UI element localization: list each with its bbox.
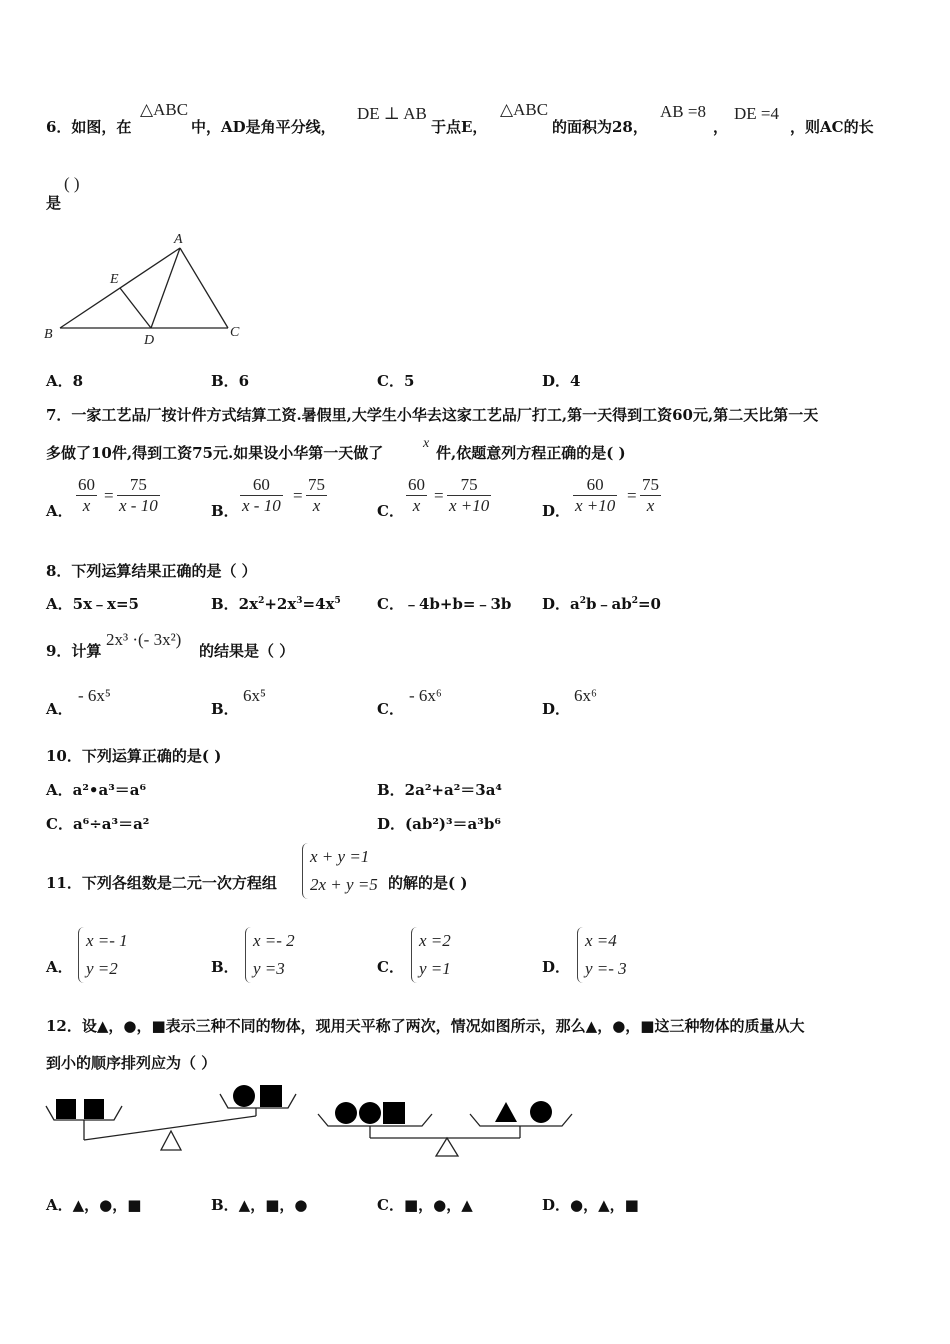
q6-triangle-abc: △ABC xyxy=(140,100,189,119)
q8-b-part: +2x xyxy=(264,595,297,613)
q7-line-2b: 件,依题意列方程正确的是( ) xyxy=(436,444,626,462)
solution-x: x =- 1 xyxy=(86,931,128,950)
q9-expression: 2x³ ·(- 3x²) xyxy=(106,630,182,649)
q12-option-c[interactable]: C．■，●，▲ xyxy=(377,1196,473,1214)
q10-stem: 10．下列运算正确的是( ) xyxy=(46,747,222,765)
denominator: x +10 xyxy=(449,496,490,515)
q6-text-4: ，则AC的长 xyxy=(790,118,874,136)
segment-ac xyxy=(180,248,228,328)
q11-option-a-system xyxy=(78,927,128,983)
q11-equation-system xyxy=(302,843,378,899)
q12-option-a[interactable]: A．▲，●，■ xyxy=(46,1196,142,1214)
circle-icon xyxy=(530,1101,552,1123)
q8-stem: 8．下列运算结果正确的是（ ） xyxy=(46,562,257,580)
q12-line-1: 12．设▲，●，■表示三种不同的物体，现用天平称了两次，情况如图所示，那么▲，●，■这三种物体的质量从大 xyxy=(46,1017,805,1035)
denominator: x xyxy=(306,495,327,516)
solution-x: x =2 xyxy=(419,931,451,950)
q12-line-2: 到小的顺序排列应为（ ） xyxy=(46,1054,217,1072)
circle-icon xyxy=(335,1102,357,1124)
square-icon xyxy=(84,1099,104,1119)
solution-y: y =1 xyxy=(419,959,451,978)
solution-y: y =3 xyxy=(253,959,285,978)
q9-option-b-label[interactable]: B． xyxy=(211,700,239,718)
q6-text-2: 于点E， xyxy=(431,118,488,136)
segment-ad xyxy=(151,248,180,328)
numerator: 75 xyxy=(129,475,147,494)
q8-option-b[interactable] xyxy=(211,593,341,614)
q12-option-b[interactable]: B．▲，■，● xyxy=(211,1196,308,1214)
q7-b-left-fraction xyxy=(240,475,283,516)
label-d: D xyxy=(144,333,155,348)
q6-de: DE =4 xyxy=(734,104,779,123)
solution-x: x =4 xyxy=(585,931,617,950)
exponent: 5 xyxy=(334,596,341,606)
equation-1: x + y =1 xyxy=(310,847,370,866)
q11-option-a-label[interactable]: A． xyxy=(46,958,73,976)
q10-option-b[interactable]: B．2a²+a²＝3a⁴ xyxy=(377,781,502,799)
q10-option-d[interactable]: D．(ab²)³＝a³b⁶ xyxy=(377,815,501,833)
q7-b-right-fraction xyxy=(306,475,327,516)
fulcrum-triangle xyxy=(161,1131,181,1150)
q7-option-a-label[interactable]: A． xyxy=(46,502,73,520)
q6-option-b[interactable]: B．6 xyxy=(211,372,250,390)
q6-option-d[interactable]: D．4 xyxy=(542,372,581,390)
exponent: 2 xyxy=(579,596,586,606)
q7-line-1: 7．一家工艺品厂按计件方式结算工资.暑假里,大学生小华去这家工艺品厂打工,第一天得到工资60元,第二天比第一天 xyxy=(46,406,819,424)
numerator: 60 xyxy=(408,475,425,494)
q8-d-part: b﹣ab xyxy=(586,595,632,613)
numerator: 60 xyxy=(586,475,604,494)
q7-option-c-label[interactable]: C． xyxy=(377,502,404,520)
exponent: 2 xyxy=(631,596,638,606)
q7-option-b-label[interactable]: B． xyxy=(211,502,239,520)
q11-option-d-label[interactable]: D． xyxy=(542,958,571,976)
exponent: 3 xyxy=(296,596,303,606)
q9-option-d-label[interactable]: D． xyxy=(542,700,571,718)
q8-d-part: =0 xyxy=(637,595,661,613)
solution-y: y =- 3 xyxy=(585,959,627,978)
q11-option-d-system xyxy=(577,927,627,983)
q7-c-left-fraction xyxy=(406,475,427,516)
q11-option-b-system xyxy=(245,927,295,983)
q6-number: 6．如图，在 xyxy=(46,118,132,136)
q7-a-right-fraction xyxy=(117,475,160,516)
q6-text-3: 的面积为28， xyxy=(552,118,648,136)
q12-option-d[interactable]: D．●，▲，■ xyxy=(542,1196,639,1214)
equals-sign: = xyxy=(434,486,444,505)
q8-option-d[interactable] xyxy=(542,593,661,614)
q6-text-5: 是 xyxy=(46,194,62,212)
fulcrum-triangle xyxy=(436,1138,458,1156)
equation-2: 2x + y =5 xyxy=(310,875,378,894)
q7-d-right-fraction xyxy=(640,475,661,516)
q7-c-right-fraction xyxy=(447,475,491,516)
q10-option-a[interactable]: A．a²•a³＝a⁶ xyxy=(46,781,147,799)
q8-b-part: =4x xyxy=(302,595,335,613)
q9-option-a-label[interactable]: A． xyxy=(46,700,73,718)
triangle-icon xyxy=(495,1102,517,1122)
q11-stem-a: 11．下列各组数是二元一次方程组 xyxy=(46,874,277,892)
q6-option-c[interactable]: C．5 xyxy=(377,372,415,390)
numerator: 60 xyxy=(252,475,270,494)
solution-y: y =2 xyxy=(86,959,118,978)
equals-sign: = xyxy=(627,486,637,505)
q7-variable: x xyxy=(423,436,430,451)
denominator: x - 10 xyxy=(119,496,158,515)
numerator: 75 xyxy=(460,475,478,494)
segment-de xyxy=(120,288,151,328)
square-icon xyxy=(383,1102,405,1124)
right-pan xyxy=(470,1114,572,1126)
numerator: 75 xyxy=(308,475,325,494)
label-b: B xyxy=(44,327,53,342)
q6-comma: ， xyxy=(713,118,729,136)
denominator: x xyxy=(76,495,97,516)
q9-stem-end: 的结果是（ ） xyxy=(199,642,295,660)
q11-option-c-system xyxy=(411,927,451,983)
denominator: x +10 xyxy=(575,496,616,515)
label-e: E xyxy=(110,272,119,287)
q6-perpendicular: DE ⊥ AB xyxy=(357,104,427,123)
q6-ab: AB =8 xyxy=(660,102,706,121)
denominator: x xyxy=(406,495,427,516)
q7-d-left-fraction xyxy=(573,475,617,516)
numerator: 60 xyxy=(78,475,95,494)
exponent: 2 xyxy=(258,596,265,606)
right-pan xyxy=(220,1094,296,1108)
square-icon xyxy=(260,1085,282,1107)
solution-x: x =- 2 xyxy=(253,931,295,950)
equals-sign: = xyxy=(293,486,303,505)
q7-line-2a: 多做了10件,得到工资75元.如果设小华第一天做了 xyxy=(46,444,384,462)
denominator: x - 10 xyxy=(242,496,281,515)
q11-option-b-label[interactable]: B． xyxy=(211,958,239,976)
q11-option-c-label[interactable]: C． xyxy=(377,958,404,976)
q7-option-d-label[interactable]: D． xyxy=(542,502,571,520)
q8-b-part: B．2x xyxy=(211,595,259,613)
q6-triangle-figure xyxy=(40,228,250,350)
q11-stem-b: 的解的是( ) xyxy=(388,874,468,892)
q6-paren: ( ) xyxy=(64,174,80,193)
q9-option-b-value: 6x⁵ xyxy=(243,686,266,705)
circle-icon xyxy=(233,1085,255,1107)
q9-option-c-label[interactable]: C． xyxy=(377,700,404,718)
label-c: C xyxy=(230,325,240,340)
q9-label: 9．计算 xyxy=(46,642,102,660)
numerator: 75 xyxy=(642,475,659,494)
balance-scale-1 xyxy=(44,1078,300,1156)
square-icon xyxy=(56,1099,76,1119)
q8-option-a[interactable]: A．5x﹣x=5 xyxy=(46,595,139,613)
q6-text-1: 中，AD是角平分线， xyxy=(191,118,336,136)
q7-a-left-fraction xyxy=(76,475,97,516)
q6-triangle-abc-2: △ABC xyxy=(500,100,549,119)
circle-icon xyxy=(359,1102,381,1124)
q9-option-a-value: - 6x⁵ xyxy=(78,686,111,705)
label-a: A xyxy=(174,232,183,247)
q6-option-a[interactable]: A．8 xyxy=(46,372,84,390)
q9-option-c-value: - 6x⁶ xyxy=(409,686,442,705)
q8-option-c[interactable]: C．﹣4b+b=﹣3b xyxy=(377,595,512,613)
denominator: x xyxy=(640,495,661,516)
q8-d-part: D．a xyxy=(542,595,580,613)
q9-option-d-value: 6x⁶ xyxy=(574,686,597,705)
q10-option-c[interactable]: C．a⁶÷a³＝a² xyxy=(46,815,150,833)
balance-scale-2 xyxy=(314,1090,578,1162)
equals-sign: = xyxy=(104,486,114,505)
